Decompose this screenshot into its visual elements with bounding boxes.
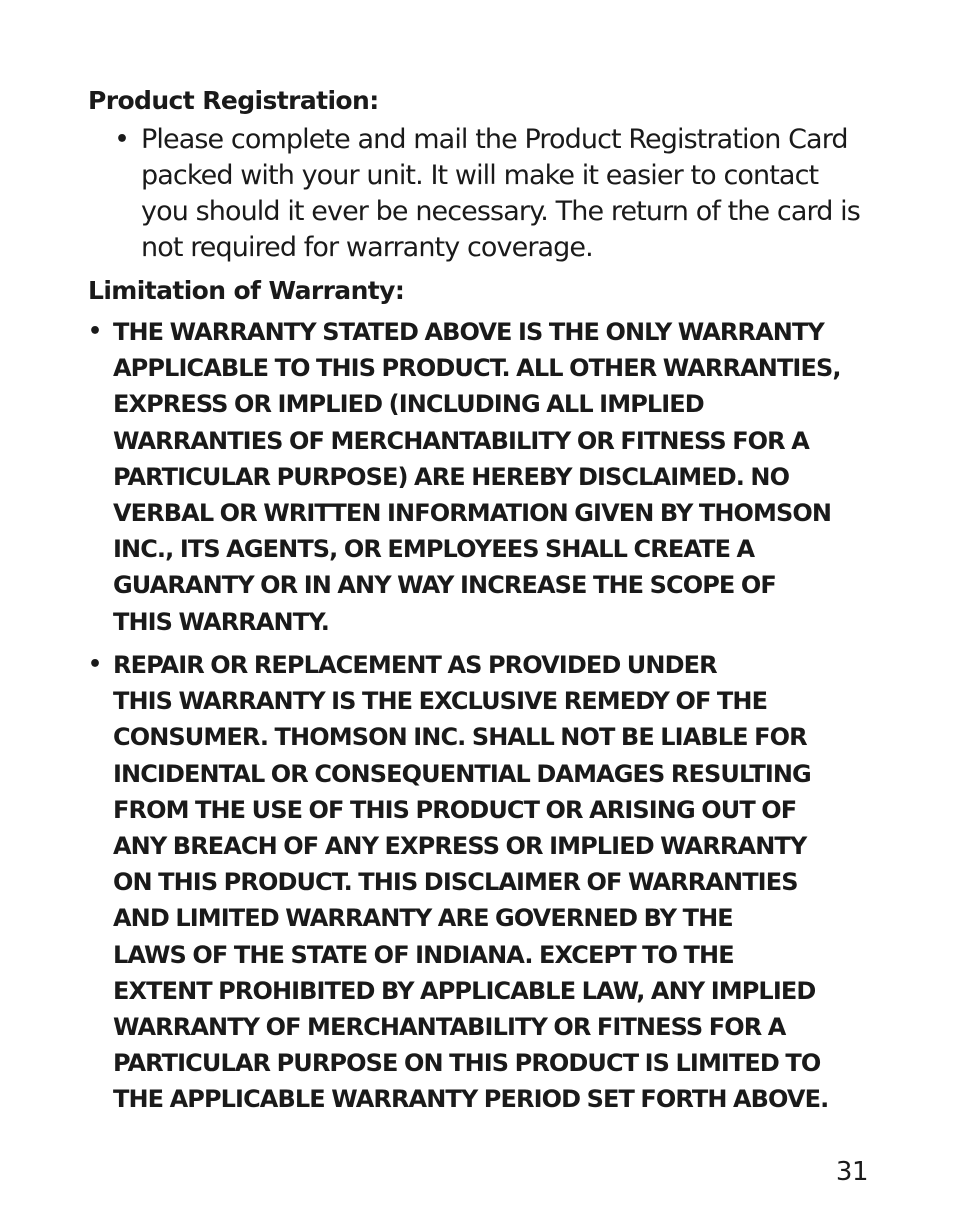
warranty-disclaimer-paragraph <box>113 314 841 640</box>
warranty-line: GUARANTY OR IN ANY WAY INCREASE THE SCOPE OF <box>113 571 776 600</box>
warranty-line: VERBAL OR WRITTEN INFORMATION GIVEN BY THOMSON <box>113 499 832 528</box>
warranty-line: THE WARRANTY STATED ABOVE IS THE ONLY WARRANTY <box>113 318 824 346</box>
warranty-line: REPAIR OR REPLACEMENT AS PROVIDED UNDER <box>113 651 717 679</box>
warranty-line: FROM THE USE OF THIS PRODUCT OR ARISING OUT OF <box>113 795 797 824</box>
warranty-line: EXTENT PROHIBITED BY APPLICABLE LAW, ANY IMPLIED <box>113 976 816 1005</box>
product-registration-heading: Product Registration: <box>88 86 379 115</box>
warranty-line: INC., ITS AGENTS, OR EMPLOYEES SHALL CREATE A <box>113 535 755 564</box>
registration-line: you should it ever be necessary. The return of the card is <box>141 196 860 227</box>
page-number: 31 <box>835 1157 868 1187</box>
warranty-bullet-2: • <box>88 652 103 677</box>
warranty-line: AND LIMITED WARRANTY ARE GOVERNED BY THE <box>113 904 733 933</box>
warranty-line: THIS WARRANTY IS THE EXCLUSIVE REMEDY OF THE <box>113 687 768 716</box>
warranty-line: EXPRESS OR IMPLIED (INCLUDING ALL IMPLIED <box>113 390 704 419</box>
warranty-line: ON THIS PRODUCT. THIS DISCLAIMER OF WARRANTIES <box>113 868 798 897</box>
warranty-line: WARRANTY OF MERCHANTABILITY OR FITNESS FOR A <box>113 1013 786 1042</box>
registration-paragraph <box>141 122 860 266</box>
registration-line: Please complete and mail the Product Registration Card <box>141 124 848 155</box>
warranty-line: ANY BREACH OF ANY EXPRESS OR IMPLIED WARRANTY <box>113 832 807 861</box>
registration-bullet: • <box>115 127 130 152</box>
warranty-line: APPLICABLE TO THIS PRODUCT. ALL OTHER WARRANTIES, <box>113 354 841 383</box>
exclusive-remedy-paragraph <box>113 647 828 1118</box>
warranty-line: INCIDENTAL OR CONSEQUENTIAL DAMAGES RESULTING <box>113 759 811 788</box>
warranty-line: THIS WARRANTY. <box>113 607 329 636</box>
warranty-line: THE APPLICABLE WARRANTY PERIOD SET FORTH ABOVE. <box>113 1085 829 1114</box>
warranty-line: LAWS OF THE STATE OF INDIANA. EXCEPT TO THE <box>113 940 734 969</box>
warranty-line: WARRANTIES OF MERCHANTABILITY OR FITNESS FOR A <box>113 426 809 455</box>
warranty-bullet-1: • <box>88 319 103 344</box>
warranty-line: PARTICULAR PURPOSE) ARE HEREBY DISCLAIMED. NO <box>113 462 790 491</box>
warranty-line: PARTICULAR PURPOSE ON THIS PRODUCT IS LIMITED TO <box>113 1049 821 1078</box>
warranty-line: CONSUMER. THOMSON INC. SHALL NOT BE LIABLE FOR <box>113 723 807 752</box>
registration-line: not required for warranty coverage. <box>141 232 593 263</box>
registration-line: packed with your unit. It will make it easier to contact <box>141 160 819 191</box>
limitation-of-warranty-heading: Limitation of Warranty: <box>88 276 405 305</box>
